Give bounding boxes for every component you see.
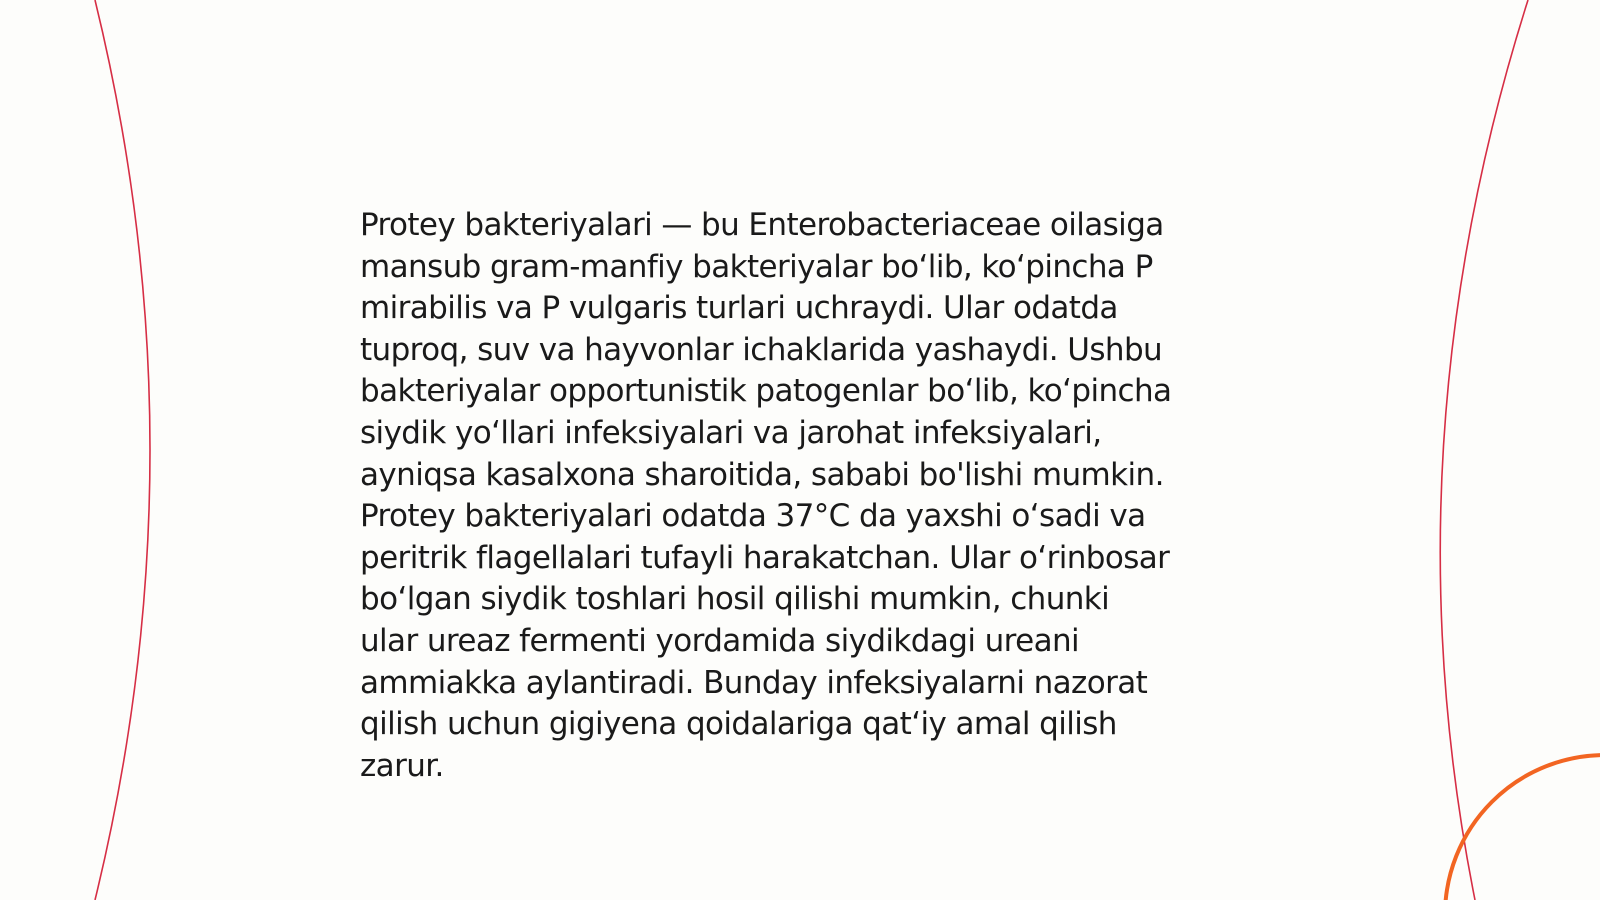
right-curve-line (1440, 0, 1528, 900)
body-text: Protey bakteriyalari — bu Enterobacteriaceae oilasiga mansub gram-manfiy bakteriyalar boʻlib, koʻpincha P mirabilis va P vulgaris turlari uchraydi. Ular odatda tuproq, suv va hayvonlar ichaklarida yashaydi. Ushbu bakteriyalar opportunistik patogenlar boʻlib, koʻpincha siydik yoʻllari infeksiyalari va jarohat infeksiyalari, ayniqsa kasalxona sharoitida, sababi bo'lishi mumkin. Protey bakteriyalari odatda 37°C da yaxshi oʻsadi va peritrik flagellalari tufayli harakatchan. Ular oʻrinbosar boʻlgan siydik toshlari hosil qilishi mumkin, chunki ular ureaz fermenti yordamida siydikdagi ureani ammiakka aylantiradi. Bunday infeksiyalarni nazorat qilish uchun gigiyena qoidalariga qatʻiy amal qilish zarur. (360, 207, 1172, 784)
accent-arc (1445, 755, 1600, 900)
left-curve-line (95, 0, 150, 900)
